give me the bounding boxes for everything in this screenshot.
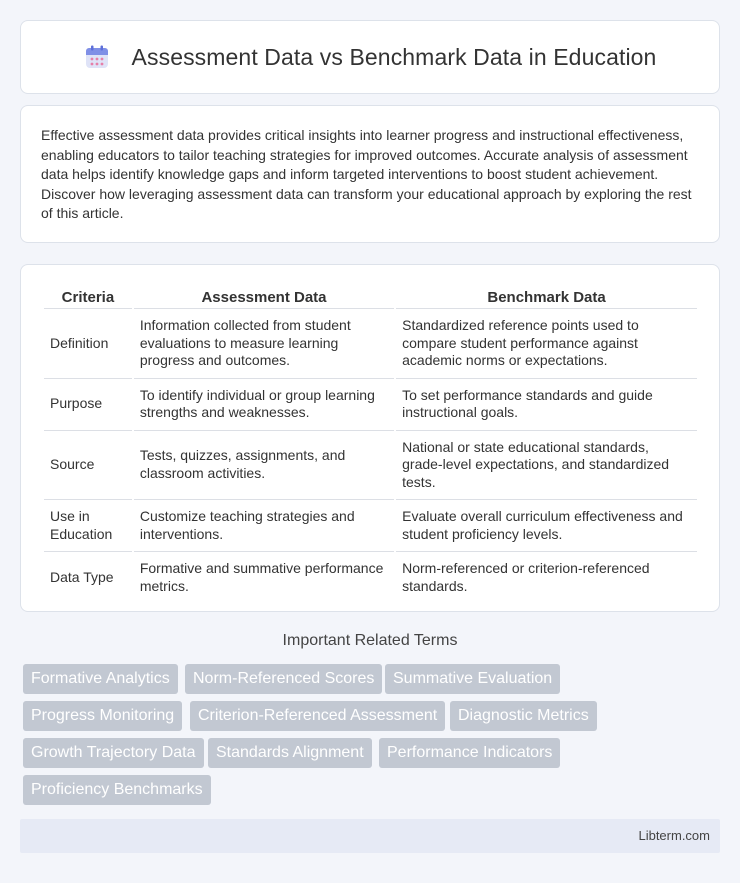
table-cell-assessment: Customize teaching strategies and interventions. bbox=[134, 500, 394, 552]
table-row bbox=[44, 500, 697, 552]
calendar-icon bbox=[84, 44, 110, 70]
table-row bbox=[44, 431, 697, 501]
table-row bbox=[44, 379, 697, 431]
tag-link[interactable]: Diagnostic Metrics bbox=[450, 701, 597, 731]
page-title: Assessment Data vs Benchmark Data in Education bbox=[131, 43, 657, 70]
table-cell-assessment: Information collected from student evaluations to measure learning progress and outcomes. bbox=[134, 309, 394, 379]
table-header-row bbox=[44, 283, 697, 309]
table-cell-criteria: Source bbox=[44, 431, 132, 501]
table-cell-assessment: To identify individual or group learning strengths and weaknesses. bbox=[134, 379, 394, 431]
table-cell-assessment: Tests, quizzes, assignments, and classroom activities. bbox=[134, 431, 394, 501]
footer bbox=[20, 819, 720, 853]
tag-link[interactable]: Growth Trajectory Data bbox=[23, 738, 204, 768]
table-cell-benchmark: Evaluate overall curriculum effectiveness and student proficiency levels. bbox=[396, 500, 697, 552]
tag-link[interactable]: Summative Evaluation bbox=[385, 664, 560, 694]
tag-link[interactable]: Performance Indicators bbox=[379, 738, 560, 768]
tag-link[interactable]: Formative Analytics bbox=[23, 664, 178, 694]
intro-card bbox=[20, 105, 720, 243]
tag-link[interactable]: Criterion-Referenced Assessment bbox=[190, 701, 445, 731]
table-cell-criteria: Use in Education bbox=[44, 500, 132, 552]
tag-link[interactable]: Norm-Referenced Scores bbox=[185, 664, 382, 694]
table-cell-benchmark: Standardized reference points used to compare student performance against academic norms or expectations. bbox=[396, 309, 697, 379]
table-row bbox=[44, 552, 697, 603]
tag-link[interactable]: Progress Monitoring bbox=[23, 701, 182, 731]
table-cell-benchmark: To set performance standards and guide instructional goals. bbox=[396, 379, 697, 431]
table-cell-criteria: Definition bbox=[44, 309, 132, 379]
tag-link[interactable]: Standards Alignment bbox=[208, 738, 372, 768]
column-header-benchmark: Benchmark Data bbox=[396, 283, 697, 309]
comparison-table bbox=[42, 283, 699, 603]
table-cell-criteria: Purpose bbox=[44, 379, 132, 431]
tag-link[interactable]: Proficiency Benchmarks bbox=[23, 775, 211, 805]
header-card bbox=[20, 20, 720, 94]
related-terms-title: Important Related Terms bbox=[282, 632, 458, 649]
column-header-criteria: Criteria bbox=[44, 283, 132, 309]
intro-text: Effective assessment data provides critical insights into learner progress and instructional effectiveness, enabling educators to tailor teaching strategies for improved outcomes. Accurate analysis of assessment data helps identify knowledge gaps and inform targeted interventions to boost student achievement. Discover how leveraging assessment data can transform your educational approach by exploring the rest of this article. bbox=[41, 127, 692, 222]
table-cell-benchmark: National or state educational standards, grade-level expectations, and standardized tests. bbox=[396, 431, 697, 501]
footer-site-link[interactable]: Libterm.com bbox=[638, 828, 710, 843]
comparison-table-card bbox=[20, 264, 720, 612]
table-row bbox=[44, 309, 697, 379]
table-cell-assessment: Formative and summative performance metrics. bbox=[139, 560, 384, 594]
column-header-assessment: Assessment Data bbox=[134, 283, 394, 309]
table-cell-benchmark: Norm-referenced or criterion-referenced standards. bbox=[402, 560, 650, 594]
table-cell-criteria: Data Type bbox=[50, 568, 114, 585]
